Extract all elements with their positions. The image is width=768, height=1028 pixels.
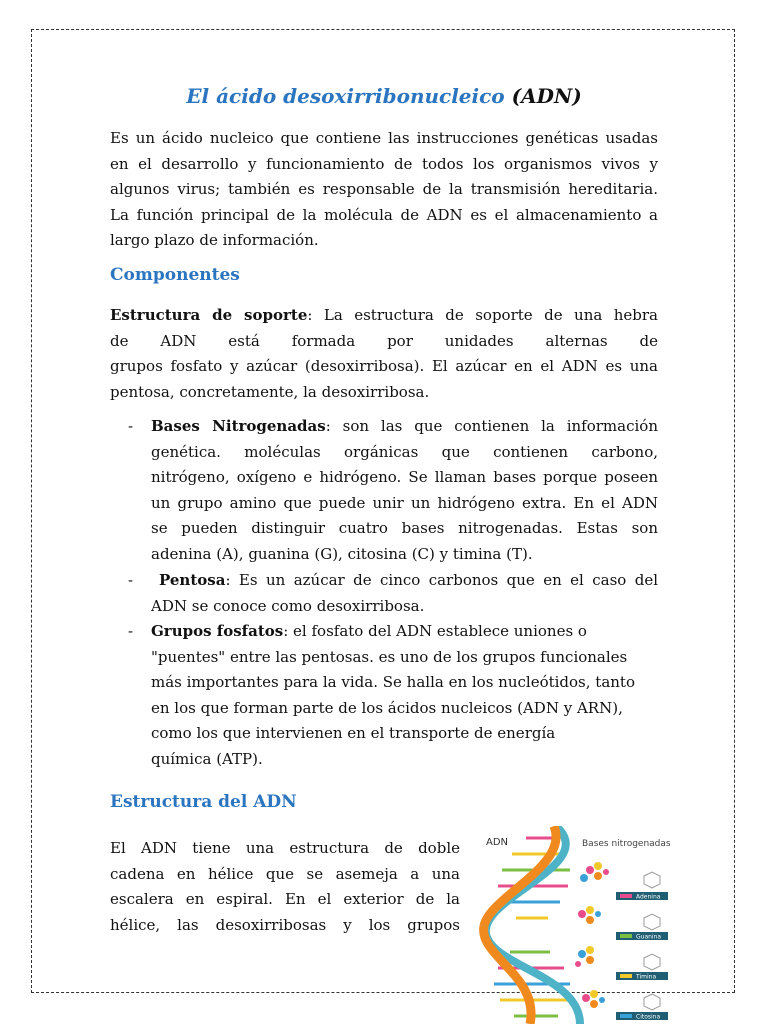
bullet-marker: - (128, 417, 134, 435)
label-adenina: Adenina (636, 893, 661, 901)
bullet-marker: - (128, 571, 134, 589)
text-line: como los que intervienen en el transporte de energía (151, 724, 556, 743)
text-line: química (ATP). (151, 749, 263, 768)
text-line: pentosa, concretamente, la desoxirribosa. (110, 382, 430, 401)
section-heading-estructura: Estructura del ADN (110, 792, 297, 812)
text-line: se pueden distinguir cuatro bases nitrogenadas. Estas son (151, 519, 658, 538)
figure-label-adn: ADN (486, 837, 509, 848)
text-line: algunos virus; también es responsable de la transmisión hereditaria. (110, 180, 658, 199)
term-pentosa: Pentosa (159, 571, 226, 589)
text-line: en los que forman parte de los ácidos nucleicos (ADN y ARN), (151, 698, 623, 717)
label-guanina: Guanina (636, 933, 662, 941)
text-line: La función principal de la molécula de ADN es el almacenamiento a (110, 205, 658, 224)
text-line: El ADN tiene una estructura de doble (110, 839, 460, 857)
title-abbreviation: (ADN) (511, 84, 582, 108)
title-main: El ácido desoxirribonucleico (186, 84, 505, 108)
blue-strand (486, 826, 580, 1024)
bullet-marker: - (128, 622, 134, 640)
text-line: un grupo amino que puede unir un hidrógeno extra. En el ADN (151, 493, 658, 512)
section-heading-componentes: Componentes (110, 265, 240, 285)
text-line: Pentosa: Es un azúcar de cinco carbonos que en el caso del (159, 571, 658, 589)
text-line: Bases Nitrogenadas: son las que contienen la información (151, 417, 658, 435)
bullet-grupos-fosfatos (151, 619, 658, 773)
text-line: grupos fosfato y azúcar (desoxirribosa). El azúcar en el ADN es una (110, 357, 658, 376)
label-citosina: Citosina (636, 1013, 661, 1021)
figure-label-bases: Bases nitrogenadas (582, 839, 671, 849)
text-line: más importantes para la vida. Se halla en los nucleótidos, tanto (151, 673, 635, 692)
bullet-bases-nitrogenadas (151, 414, 658, 568)
document-title (0, 84, 768, 108)
intro-paragraph (110, 126, 658, 254)
text-line: de ADN está formada por unidades alternas de (110, 331, 658, 350)
text-line: en el desarrollo y funcionamiento de todos los organismos vivos y (110, 154, 658, 173)
text-line: "puentes" entre las pentosas. es uno de los grupos funcionales (151, 647, 628, 666)
term-bases-nitrogenadas: Bases Nitrogenadas (151, 417, 326, 435)
text-line: Grupos fosfatos: el fosfato del ADN establece uniones o (151, 622, 587, 640)
orange-strand-bottom (484, 926, 532, 1024)
label-timina: Timina (636, 973, 657, 981)
dna-figure (470, 826, 680, 1024)
text-line: largo plazo de información. (110, 231, 319, 250)
text-line: Es un ácido nucleico que contiene las instrucciones genéticas usadas (110, 129, 658, 147)
bullet-pentosa (159, 568, 658, 594)
text-line: Estructura de soporte: La estructura de soporte de una hebra (110, 306, 658, 324)
bullet-pentosa-continuation (151, 594, 658, 620)
text-line: ADN se conoce como desoxirribosa. (151, 596, 425, 615)
text-line: escalera en espiral. En el exterior de la (110, 890, 460, 909)
term-estructura-de-soporte: Estructura de soporte (110, 306, 308, 324)
text-line: nitrógeno, oxígeno e hidrógeno. Se llaman bases porque poseen (151, 468, 658, 487)
text-line: adenina (A), guanina (G), citosina (C) y timina (T). (151, 544, 533, 563)
estructura-paragraph (110, 836, 460, 938)
term-grupos-fosfatos: Grupos fosfatos (151, 622, 284, 640)
text-line: cadena en hélice que se asemeja a una (110, 864, 460, 883)
text-line: hélice, las desoxirribosas y los grupos (110, 915, 460, 934)
text-line: genética. moléculas orgánicas que contienen carbono, (151, 442, 658, 461)
soporte-paragraph (110, 303, 658, 405)
dna-illustration (470, 826, 680, 1024)
base-molecules (575, 862, 609, 1008)
